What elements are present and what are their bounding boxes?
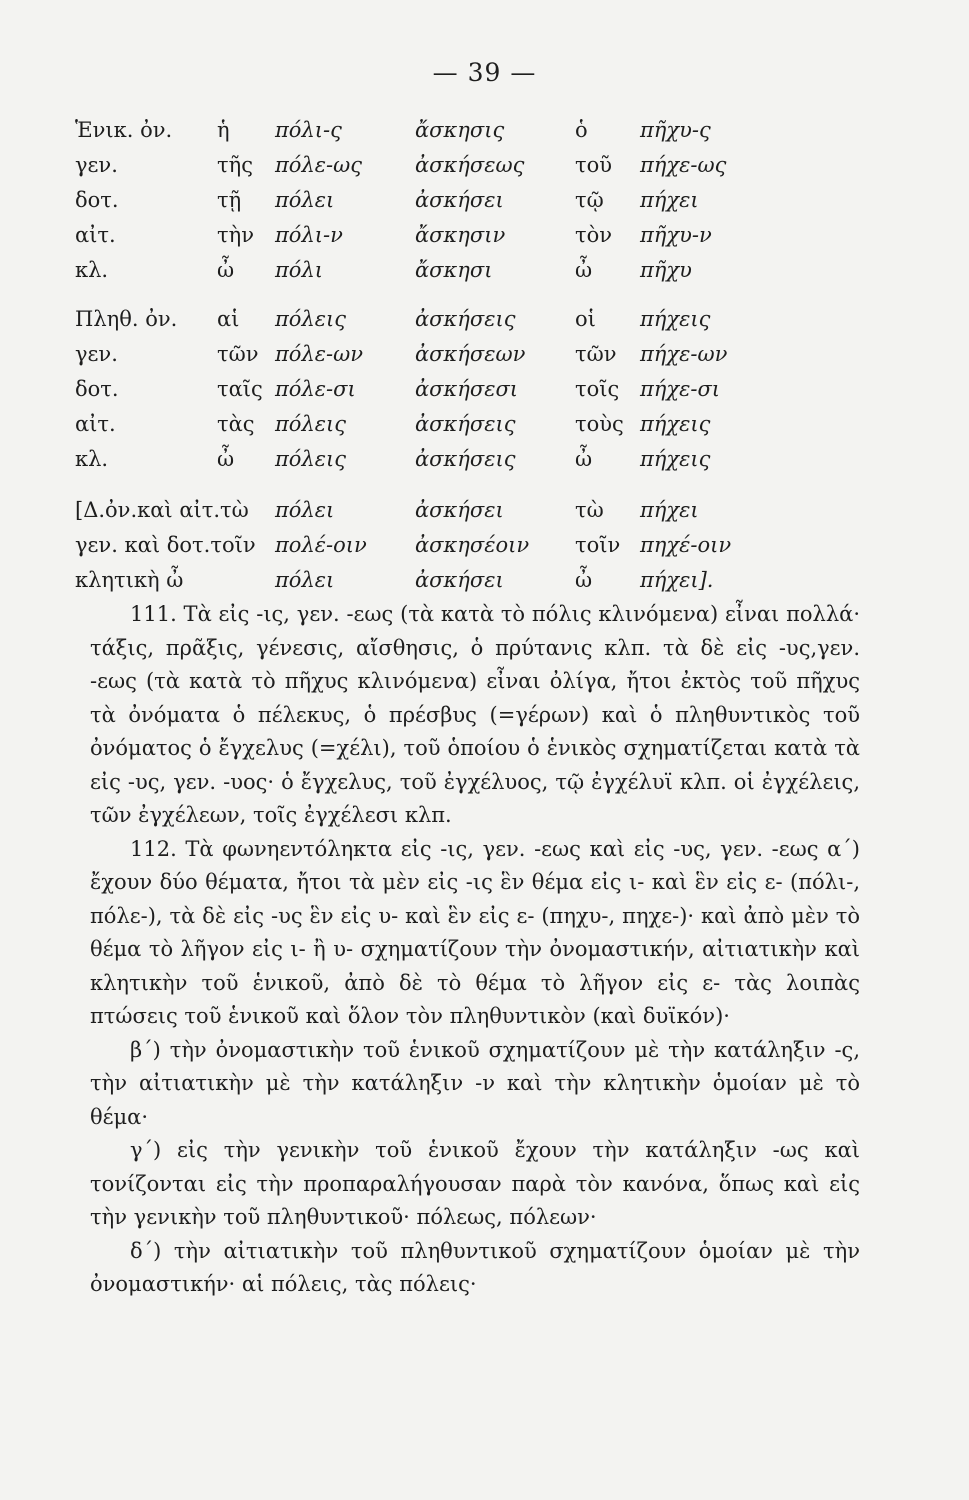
paradigm-word2: ἀσκήσεσι [415,377,519,401]
paradigm-case: γεν. καὶ δοτ.τοῖν [75,533,256,557]
paradigm-form3: πήχε-ων [640,342,728,366]
page-number: — 39 — [432,58,537,87]
paradigm-word2: ἀσκήσει [415,498,504,522]
paradigm-form3: πῆχυ-ν [640,223,712,247]
paradigm-form3: πῆχυ [640,258,692,282]
paradigm-art3: τοῦ [575,153,613,177]
paradigm-art1: αἱ [217,307,240,331]
paradigm-case: αἰτ. [75,412,116,436]
paradigm-form1: πόλει [275,188,335,212]
paradigm-word2: ἀσκήσεως [415,153,525,177]
paragraph-112-d: δ΄) τὴν αἰτιατικὴν τοῦ πληθυντικοῦ σχηματίζουν ὁμοίαν μὲ τὴν ὀνομαστικήν· αἱ πόλεις, τὰς πόλεις· [90,1238,860,1296]
paradigm-word2: ἀσκήσει [415,188,504,212]
paradigm-row [75,498,775,533]
paradigm-art3: τῶν [575,342,617,366]
paradigm-row [75,258,775,293]
paradigm-word2: ἄσκησις [415,118,505,142]
paradigm-form1: πολέ-οιν [275,533,367,557]
paradigm-form1: πόλει [275,568,335,592]
paradigm-form1: πόλι-ν [275,223,343,247]
paradigm-row [75,153,775,188]
paradigm-art3: τοῖν [575,533,621,557]
paradigm-art1: τῆς [217,153,253,177]
paradigm-form1: πόλεις [275,307,347,331]
paradigm-case: κλ. [75,447,109,471]
paradigm-form1: πόλει [275,498,335,522]
paradigm-case: [Δ.ὀν.καὶ αἰτ.τὼ [75,498,249,522]
paradigm-form3: πήχε-σι [640,377,721,401]
paradigm-art3: τὸν [575,223,613,247]
paradigm-word2: ἄσκησιν [415,223,506,247]
paradigm-word2: ἀσκήσεων [415,342,526,366]
paradigm-form1: πόλι [275,258,323,282]
paradigm-form3: πηχέ-οιν [640,533,732,557]
paradigm-form1: πόλε-ων [275,342,364,366]
paradigm-row [75,223,775,258]
paradigm-form3: πήχει [640,498,699,522]
dual-block [75,498,775,603]
paradigm-word2: ἀσκησέοιν [415,533,530,557]
singular-block [75,118,775,293]
paradigm-case: κλ. [75,258,109,282]
body-text [90,598,860,1302]
paradigm-art1: ἡ [217,118,230,142]
paradigm-art1: τὴν [217,223,254,247]
paradigm-art3: ὦ [575,568,593,592]
paragraph-112: 112. Τὰ φωνηεντόληκτα εἰς -ις, γεν. -εως καὶ εἰς -υς, γεν. -εως α΄) ἔχουν δύο θέματα, ἤτοι τὰ μὲν εἰς -ις ἓν θέμα εἰς ι- καὶ ἓν εἰς ε- (πόλι-, πόλε-), τὰ δὲ εἰς -υς ἓν εἰς υ- καὶ ἓν εἰς ε- (πηχυ-, πηχε-)· καὶ ἀπὸ μὲν τὸ θέμα τὸ λῆγον εἰς ι- ἢ υ- σχηματίζουν τὴν ὀνομαστικήν, αἰτιατικὴν καὶ κλητικὴν τοῦ ἑνικοῦ, ἀπὸ δὲ τὸ θέμα τὸ λῆγον εἰς ε- τὰς λοιπὰς πτώσεις τοῦ ἑνικοῦ καὶ ὅλον τὸν πληθυντικὸν (καὶ δυϊκόν)· [90,836,860,1028]
paradigm-art1: τὰς [217,412,255,436]
paradigm-case: Πληθ. ὀν. [75,307,178,331]
paradigm-art3: ὦ [575,258,593,282]
paradigm-case: κλητικὴ ὦ [75,568,184,592]
paradigm-word2: ἀσκήσεις [415,412,516,436]
paradigm-art3: ὦ [575,447,593,471]
paradigm-art3: ὁ [575,118,588,142]
paradigm-row [75,118,775,153]
paradigm-art1: ὦ [217,258,235,282]
paradigm-word2: ἀσκήσει [415,568,504,592]
paradigm-form1: πόλεις [275,412,347,436]
paradigm-form3: πήχει [640,188,699,212]
paradigm-form1: πόλεις [275,447,347,471]
paradigm-art1: τῇ [217,188,242,212]
paradigm-row [75,307,775,342]
paradigm-form3: πήχε-ως [640,153,727,177]
paradigm-word2: ἄσκησι [415,258,493,282]
paradigm-form1: πόλε-σι [275,377,356,401]
paradigm-art1: ταῖς [217,377,263,401]
paradigm-form3: πήχεις [640,307,711,331]
paradigm-art3: οἱ [575,307,596,331]
paradigm-row [75,377,775,412]
paradigm-art1: ὦ [217,447,235,471]
paradigm-form3: πήχεις [640,412,711,436]
paradigm-art1: τῶν [217,342,259,366]
declension-paradigm [75,118,775,603]
paragraph-112-c: γ΄) εἰς τὴν γενικὴν τοῦ ἑνικοῦ ἔχουν τὴν κατάληξιν -ως καὶ τονίζονται εἰς τὴν προπαραλήγουσαν παρὰ τὸν κανόνα, ὅπως καὶ εἰς τὴν γενικὴν τοῦ πληθυντικοῦ· πόλεως, πόλεων· [90,1138,860,1229]
paradigm-case: δοτ. [75,377,119,401]
paradigm-form1: πόλι-ς [275,118,342,142]
paradigm-case: γεν. [75,342,118,366]
paradigm-art3: τὼ [575,498,604,522]
paradigm-row [75,533,775,568]
paradigm-row [75,412,775,447]
paradigm-row [75,188,775,223]
paradigm-word2: ἀσκήσεις [415,447,516,471]
paradigm-row [75,447,775,482]
paradigm-form3: πῆχυ-ς [640,118,711,142]
paradigm-case: γεν. [75,153,118,177]
paradigm-form3: πήχεις [640,447,711,471]
paradigm-case: Ἑνικ. ὀν. [75,118,173,142]
paradigm-form3: πήχει]. [640,568,714,592]
paradigm-form1: πόλε-ως [275,153,363,177]
paradigm-art3: τῷ [575,188,604,212]
paradigm-art3: τοῖς [575,377,620,401]
paradigm-case: δοτ. [75,188,119,212]
paragraph-112-b: β΄) τὴν ὀνομαστικὴν τοῦ ἑνικοῦ σχηματίζουν μὲ τὴν κατάληξιν -ς, τὴν αἰτιατικὴν μὲ τὴν κατάληξιν -ν καὶ τὴν κλητικὴν ὁμοίαν μὲ τὸ θέμα· [90,1037,860,1129]
paragraph-111: 111. Τὰ εἰς -ις, γεν. -εως (τὰ κατὰ τὸ πόλις κλινόμενα) εἶναι πολλά· τάξις, πρᾶξις, γένεσις, αἴσθησις, ὁ πρύτανις κλπ. τὰ δὲ εἰς -υς,γεν. -εως (τὰ κατὰ τὸ πῆχυς κλινόμενα) εἶναι ὀλίγα, ἤτοι ἐκτὸς τοῦ πῆχυς τὰ ὀνόματα ὁ πέλεκυς, ὁ πρέσβυς (=γέρων) καὶ ὁ πληθυντικὸς τοῦ ὀνόματος ὁ ἔγχελυς (=χέλι), τοῦ ὁποίου ὁ ἑνικὸς σχηματίζεται κατὰ τὰ εἰς -υς, γεν. -υος· ὁ ἔγχελυς, τοῦ ἐγχέλυος, τῷ ἐγχέλυϊ κλπ. οἱ ἐγχέλεις, τῶν ἐγχέλεων, τοῖς ἐγχέλεσι κλπ. [90,602,860,827]
paradigm-art3: τοὺς [575,412,624,436]
paradigm-case: αἰτ. [75,223,116,247]
paradigm-row [75,342,775,377]
paradigm-word2: ἀσκήσεις [415,307,516,331]
plural-block [75,307,775,482]
